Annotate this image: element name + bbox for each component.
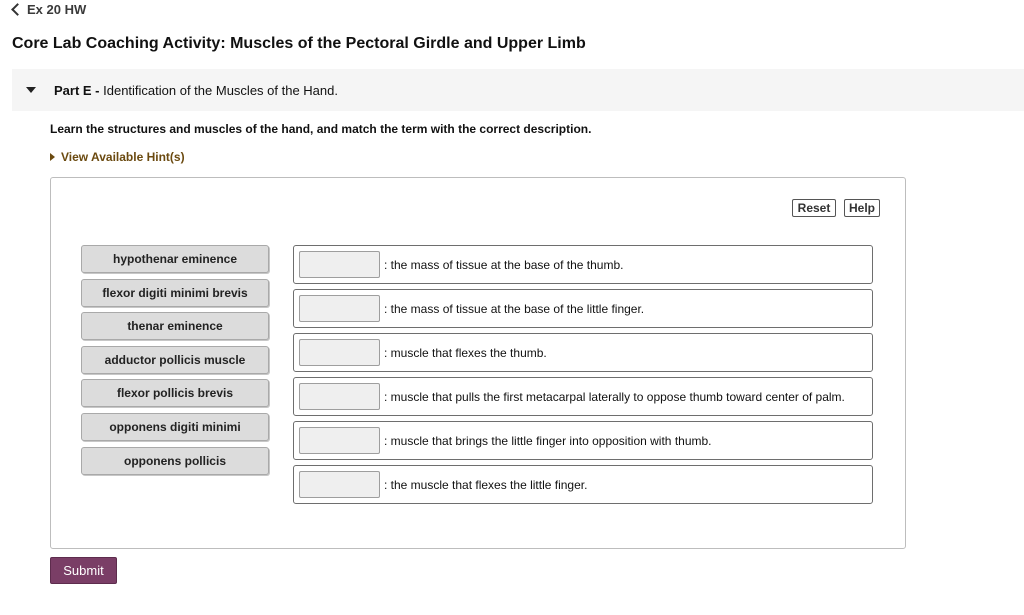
- drop-zone[interactable]: [299, 471, 380, 498]
- matching-panel: [50, 177, 906, 549]
- match-target-row: [293, 377, 873, 416]
- chevron-left-icon: [11, 3, 24, 16]
- caret-down-icon: [26, 87, 36, 93]
- part-label: [54, 83, 338, 98]
- target-description: : muscle that flexes the thumb.: [384, 345, 547, 360]
- back-link-label: Ex 20 HW: [27, 2, 87, 17]
- view-hints-label: View Available Hint(s): [61, 150, 185, 164]
- match-target-row: [293, 333, 873, 372]
- term-bank: [81, 245, 269, 480]
- target-description: : the mass of tissue at the base of the thumb.: [384, 257, 624, 272]
- part-header[interactable]: [12, 69, 1024, 111]
- draggable-term[interactable]: opponens pollicis: [81, 447, 269, 475]
- help-button[interactable]: Help: [844, 199, 880, 217]
- draggable-term[interactable]: thenar eminence: [81, 312, 269, 340]
- draggable-term[interactable]: adductor pollicis muscle: [81, 346, 269, 374]
- drop-zone[interactable]: [299, 383, 380, 410]
- page-title: Core Lab Coaching Activity: Muscles of the Pectoral Girdle and Upper Limb: [12, 35, 586, 52]
- drop-zone[interactable]: [299, 251, 380, 278]
- draggable-term[interactable]: flexor pollicis brevis: [81, 379, 269, 407]
- drop-zone[interactable]: [299, 339, 380, 366]
- caret-right-icon: [50, 153, 55, 161]
- instructions: Learn the structures and muscles of the hand, and match the term with the correct description.: [50, 122, 592, 136]
- draggable-term[interactable]: flexor digiti minimi brevis: [81, 279, 269, 307]
- reset-button[interactable]: Reset: [792, 199, 836, 217]
- draggable-term[interactable]: hypothenar eminence: [81, 245, 269, 273]
- submit-button[interactable]: Submit: [50, 557, 117, 584]
- part-label-text: Identification of the Muscles of the Hand.: [99, 82, 338, 98]
- back-link[interactable]: [10, 2, 86, 17]
- match-target-row: [293, 421, 873, 460]
- match-target-row: [293, 245, 873, 284]
- drop-zone[interactable]: [299, 427, 380, 454]
- view-hints-toggle[interactable]: [50, 150, 185, 164]
- target-description: : muscle that pulls the first metacarpal laterally to oppose thumb toward center of palm.: [384, 389, 845, 404]
- target-description: : the mass of tissue at the base of the little finger.: [384, 301, 645, 316]
- match-target-row: [293, 465, 873, 504]
- match-target-row: [293, 289, 873, 328]
- part-label-prefix: Part E -: [54, 82, 100, 98]
- target-description: : muscle that brings the little finger into opposition with thumb.: [384, 433, 712, 448]
- target-list: [293, 245, 873, 509]
- drop-zone[interactable]: [299, 295, 380, 322]
- draggable-term[interactable]: opponens digiti minimi: [81, 413, 269, 441]
- target-description: : the muscle that flexes the little finger.: [384, 477, 588, 492]
